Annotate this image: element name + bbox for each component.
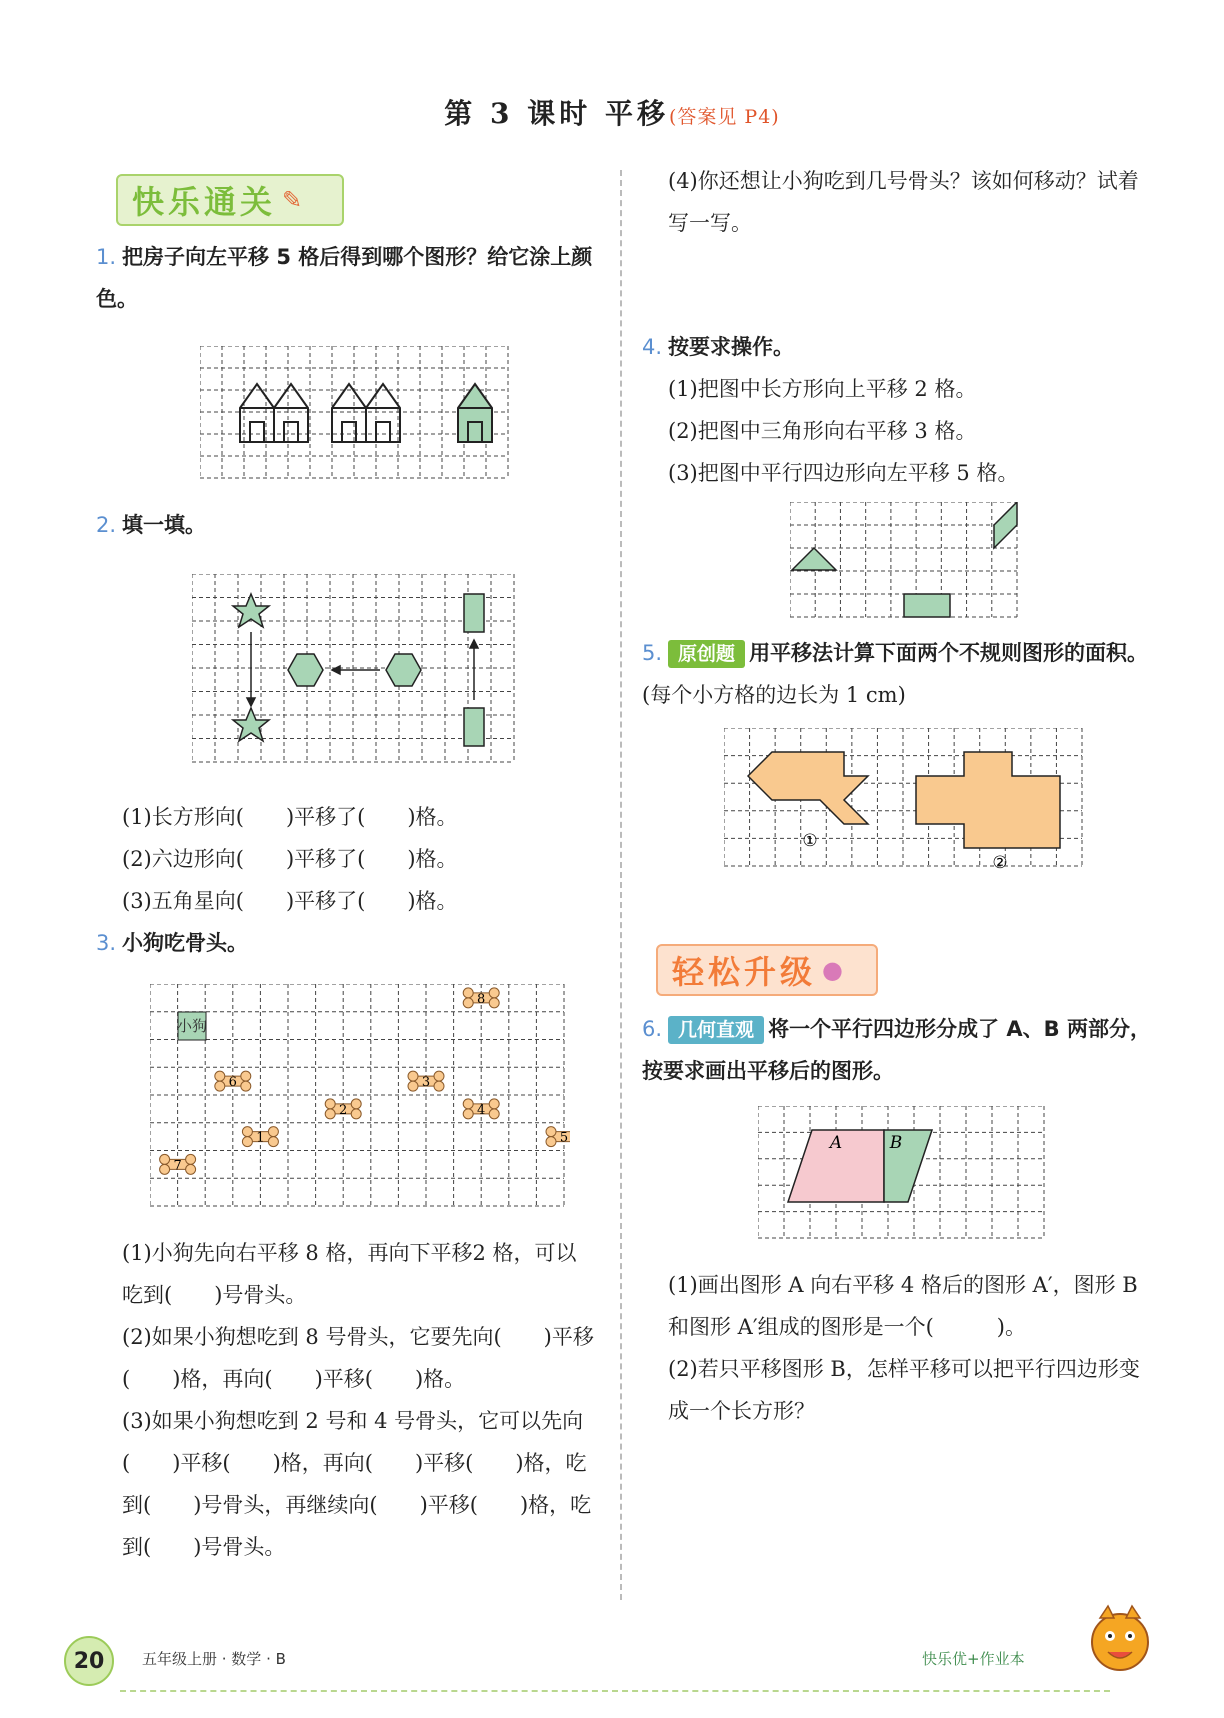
parallelogram bbox=[994, 502, 1017, 548]
question-3-number: 3. bbox=[96, 931, 117, 955]
house-4 bbox=[366, 384, 400, 442]
part-a-label: A bbox=[829, 1133, 843, 1153]
bone-number: 2 bbox=[339, 1102, 348, 1118]
hexagon-right bbox=[386, 654, 421, 686]
question-1-number: 1. bbox=[96, 245, 117, 269]
question-4 bbox=[642, 326, 794, 368]
question-5-number: 5. bbox=[642, 641, 663, 665]
banner-happy-pass bbox=[116, 174, 344, 226]
banner-easy-upgrade bbox=[656, 944, 878, 996]
house-1 bbox=[240, 384, 274, 442]
question-6-text: 将一个平行四边形分成了 A、B 两部分，按要求画出平移后的图形。 bbox=[642, 1017, 1151, 1083]
question-6-answers bbox=[668, 1264, 1148, 1432]
bone-1 bbox=[242, 1127, 278, 1147]
rectangle-top bbox=[464, 594, 484, 632]
question-2-line-2: (2)六边形向( )平移了( )格。 bbox=[122, 847, 458, 871]
tiger-mascot-icon bbox=[1088, 1604, 1152, 1676]
parallelogram-grid bbox=[758, 1106, 1050, 1242]
question-5-tag: 原创题 bbox=[668, 640, 745, 668]
question-2-number: 2. bbox=[96, 513, 117, 537]
question-6-line-2: (2)若只平移图形 B，怎样平移可以把平行四边形变成一个长方形？ bbox=[668, 1357, 1140, 1423]
bone-number: 8 bbox=[477, 991, 486, 1007]
shape-1-label: ① bbox=[802, 831, 818, 851]
irregular-shape-1 bbox=[748, 752, 868, 824]
bone-4 bbox=[463, 1099, 499, 1119]
question-2 bbox=[96, 504, 206, 546]
bone-5 bbox=[546, 1127, 570, 1147]
triangle bbox=[792, 548, 836, 570]
rectangle bbox=[904, 594, 950, 617]
question-3-line-1: (1)小狗先向右平移 8 格，再向下平移2 格，可以吃到( )号骨头。 bbox=[122, 1241, 577, 1307]
bone-number: 6 bbox=[228, 1075, 237, 1091]
question-1 bbox=[96, 236, 596, 320]
page-number: 20 bbox=[64, 1636, 114, 1686]
bone-number: 4 bbox=[477, 1102, 486, 1118]
hexagon-left bbox=[288, 654, 323, 686]
question-4-steps bbox=[668, 368, 1148, 494]
bone-number: 7 bbox=[173, 1158, 182, 1174]
irregular-shape-2 bbox=[916, 752, 1060, 848]
question-2-line-1: (1)长方形向( )平移了( )格。 bbox=[122, 805, 458, 829]
part-b-label: B bbox=[889, 1133, 903, 1153]
shape-grid bbox=[192, 574, 522, 766]
house-2 bbox=[274, 384, 308, 442]
question-4-line-2: (2)把图中三角形向右平移 3 格。 bbox=[668, 419, 977, 443]
bone-7 bbox=[160, 1154, 196, 1174]
dog-label: 小狗 bbox=[176, 1017, 208, 1035]
column-divider bbox=[620, 170, 622, 1600]
question-2-line-3: (3)五角星向( )平移了( )格。 bbox=[122, 889, 458, 913]
question-6 bbox=[642, 1008, 1162, 1092]
question-3-answers bbox=[122, 1232, 596, 1568]
pencil-icon: ✎ bbox=[282, 186, 307, 214]
question-4-line-3: (3)把图中平行四边形向左平移 5 格。 bbox=[668, 461, 1019, 485]
banner-happy-pass-label: 快乐通关 bbox=[132, 183, 277, 221]
lesson-title: 第 3 课时 平移 bbox=[444, 97, 669, 130]
footer-grade-subject: 五年级上册 · 数学 · B bbox=[142, 1650, 286, 1668]
bone-3 bbox=[408, 1071, 444, 1091]
question-5 bbox=[642, 632, 1162, 716]
operation-grid bbox=[790, 502, 1020, 620]
question-6-tag: 几何直观 bbox=[668, 1016, 764, 1044]
page-title bbox=[0, 92, 1224, 132]
bone-8 bbox=[463, 988, 499, 1008]
question-5-note: (每个小方格的边长为 1 cm) bbox=[642, 683, 906, 707]
house-grid bbox=[200, 346, 520, 482]
house-3 bbox=[332, 384, 366, 442]
question-3-line-2: (2)如果小狗想吃到 8 号骨头，它要先向( )平移( )格，再向( )平移( )格。 bbox=[122, 1325, 594, 1391]
area-grid bbox=[724, 728, 1086, 872]
question-3-text: 小狗吃骨头。 bbox=[122, 931, 249, 955]
question-3-line-4-block bbox=[668, 160, 1148, 244]
answer-reference: (答案见 P4) bbox=[668, 106, 780, 128]
house-original bbox=[458, 384, 492, 442]
question-3-line-4: (4)你还想让小狗吃到几号骨头？该如何移动？试着写一写。 bbox=[668, 169, 1139, 235]
question-5-text: 用平移法计算下面两个不规则图形的面积。 bbox=[749, 641, 1149, 665]
question-3 bbox=[96, 922, 248, 964]
dog-bone-grid bbox=[150, 984, 570, 1212]
rectangle-bottom bbox=[464, 708, 484, 746]
question-4-line-1: (1)把图中长方形向上平移 2 格。 bbox=[668, 377, 977, 401]
bone-6 bbox=[215, 1071, 251, 1091]
bone-number: 5 bbox=[559, 1130, 569, 1146]
planet-icon: ● bbox=[822, 956, 847, 984]
shape-2-label: ② bbox=[992, 853, 1008, 872]
bone-number: 3 bbox=[421, 1075, 431, 1091]
question-1-text: 把房子向左平移 5 格后得到哪个图形？给它涂上颜色。 bbox=[96, 245, 593, 311]
question-2-answers bbox=[122, 796, 602, 922]
question-6-number: 6. bbox=[642, 1017, 663, 1041]
question-6-line-1: (1)画出图形 A 向右平移 4 格后的图形 A′，图形 B 和图形 A′组成的图形是一个( )。 bbox=[668, 1273, 1138, 1339]
bone-2 bbox=[325, 1099, 361, 1119]
question-4-text: 按要求操作。 bbox=[668, 335, 795, 359]
question-4-number: 4. bbox=[642, 335, 663, 359]
question-2-text: 填一填。 bbox=[122, 513, 207, 537]
question-3-line-3: (3)如果小狗想吃到 2 号和 4 号骨头，它可以先向( )平移( )格，再向( )平移( )格，吃到( )号骨头，再继续向( )平移( )格，吃到( )号骨头。 bbox=[122, 1409, 592, 1559]
banner-easy-upgrade-label: 轻松升级 bbox=[672, 953, 817, 991]
bone-number: 1 bbox=[256, 1130, 265, 1146]
footer-line bbox=[120, 1690, 1110, 1692]
footer-brand: 快乐优+作业本 bbox=[922, 1650, 1025, 1668]
